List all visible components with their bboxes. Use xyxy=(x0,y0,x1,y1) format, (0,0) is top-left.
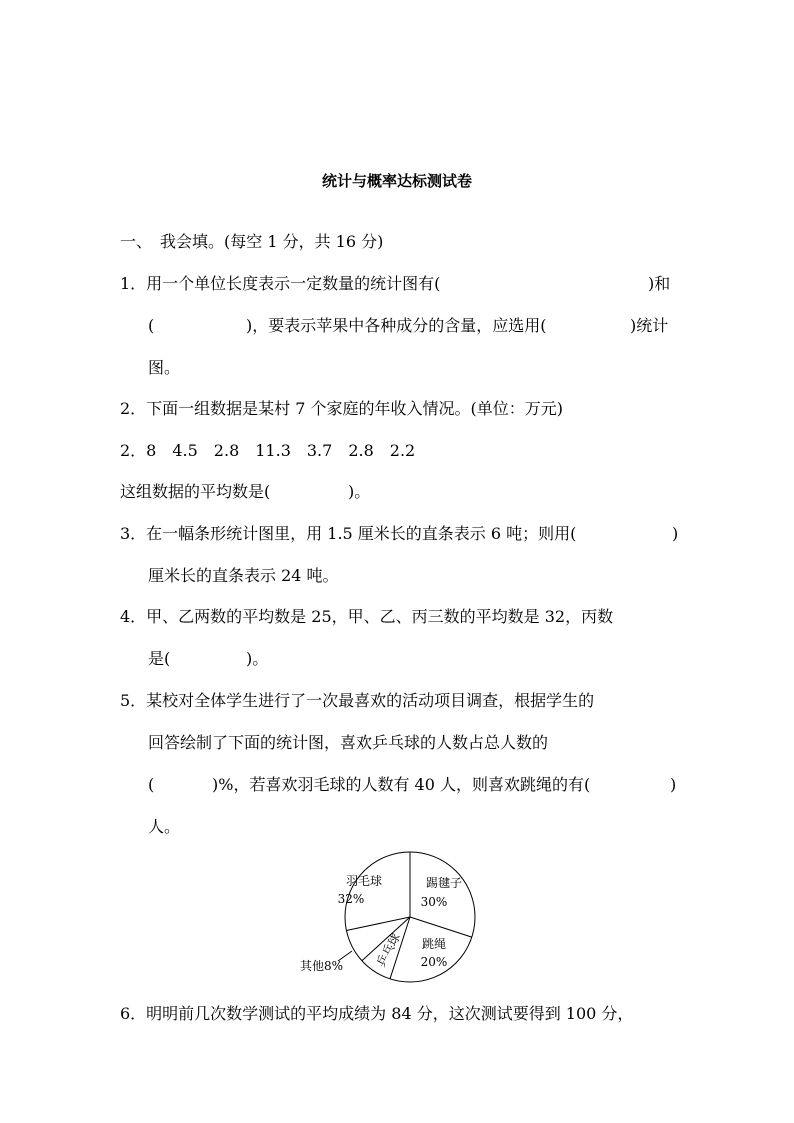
q1-line2-end: )统计 xyxy=(630,316,669,335)
q5-line3-end: ) xyxy=(670,775,677,794)
badminton-percent: 32% xyxy=(337,892,365,906)
q1-line2-mid: )，要表示苹果中各种成分的含量，应选用( xyxy=(246,316,547,335)
q5-line3-mid: )%，若喜欢羽毛球的人数有 40 人，则喜欢跳绳的有( xyxy=(212,775,591,794)
q1-line1-start: 1．用一个单位长度表示一定数量的统计图有( xyxy=(120,274,441,293)
other-label: 其他8% xyxy=(300,959,344,973)
page-title: 统计与概率达标测试卷 xyxy=(321,172,472,190)
slice-border-right xyxy=(410,917,472,937)
badminton-label: 羽毛球 xyxy=(345,874,383,888)
q4-line2-end: )。 xyxy=(246,649,269,668)
q2-data-line: 2．8 4.5 2.8 11.3 3.7 2.8 2.2 xyxy=(120,441,416,460)
rope-percent: 20% xyxy=(420,955,448,969)
q1-line3: 图。 xyxy=(148,358,181,377)
q1-line2-paren: ( xyxy=(148,316,155,335)
q1-line1-end: )和 xyxy=(648,274,671,293)
q4-line1: 4．甲、乙两数的平均数是 25，甲、乙、丙三数的平均数是 32，丙数 xyxy=(120,607,614,626)
shuttlecock-label: 踢毽子 xyxy=(425,876,463,890)
activity-pie-chart xyxy=(300,840,500,990)
q3-line1-end: ) xyxy=(672,524,679,543)
rope-label: 跳绳 xyxy=(421,937,447,951)
q5-line3-paren: ( xyxy=(148,775,155,794)
shuttlecock-percent: 30% xyxy=(420,895,448,909)
slice-border-other-badminton xyxy=(346,917,410,931)
q2-line1: 2．下面一组数据是某村 7 个家庭的年收入情况。(单位：万元) xyxy=(120,399,564,418)
q2-line3-end: )。 xyxy=(348,482,371,501)
q3-line1-start: 3．在一幅条形统计图里，用 1.5 厘米长的直条表示 6 吨；则用( xyxy=(120,524,577,543)
section-heading: 一、 我会填。(每空 1 分，共 16 分) xyxy=(120,232,384,251)
q4-line2-start: 是( xyxy=(148,649,171,668)
q5-line1: 5．某校对全体学生进行了一次最喜欢的活动项目调查，根据学生的 xyxy=(120,691,595,710)
q5-line2: 回答绘制了下面的统计图，喜欢乒乓球的人数占总人数的 xyxy=(148,733,549,752)
pingpong-label: 乒乓球 xyxy=(373,930,404,970)
q2-line3-start: 这组数据的平均数是( xyxy=(120,482,271,501)
q5-line4: 人。 xyxy=(148,817,181,836)
q6-line1: 6．明明前几次数学测试的平均成绩为 84 分，这次测试要得到 100 分， xyxy=(120,1004,634,1023)
q3-line2: 厘米长的直条表示 24 吨。 xyxy=(148,566,339,585)
